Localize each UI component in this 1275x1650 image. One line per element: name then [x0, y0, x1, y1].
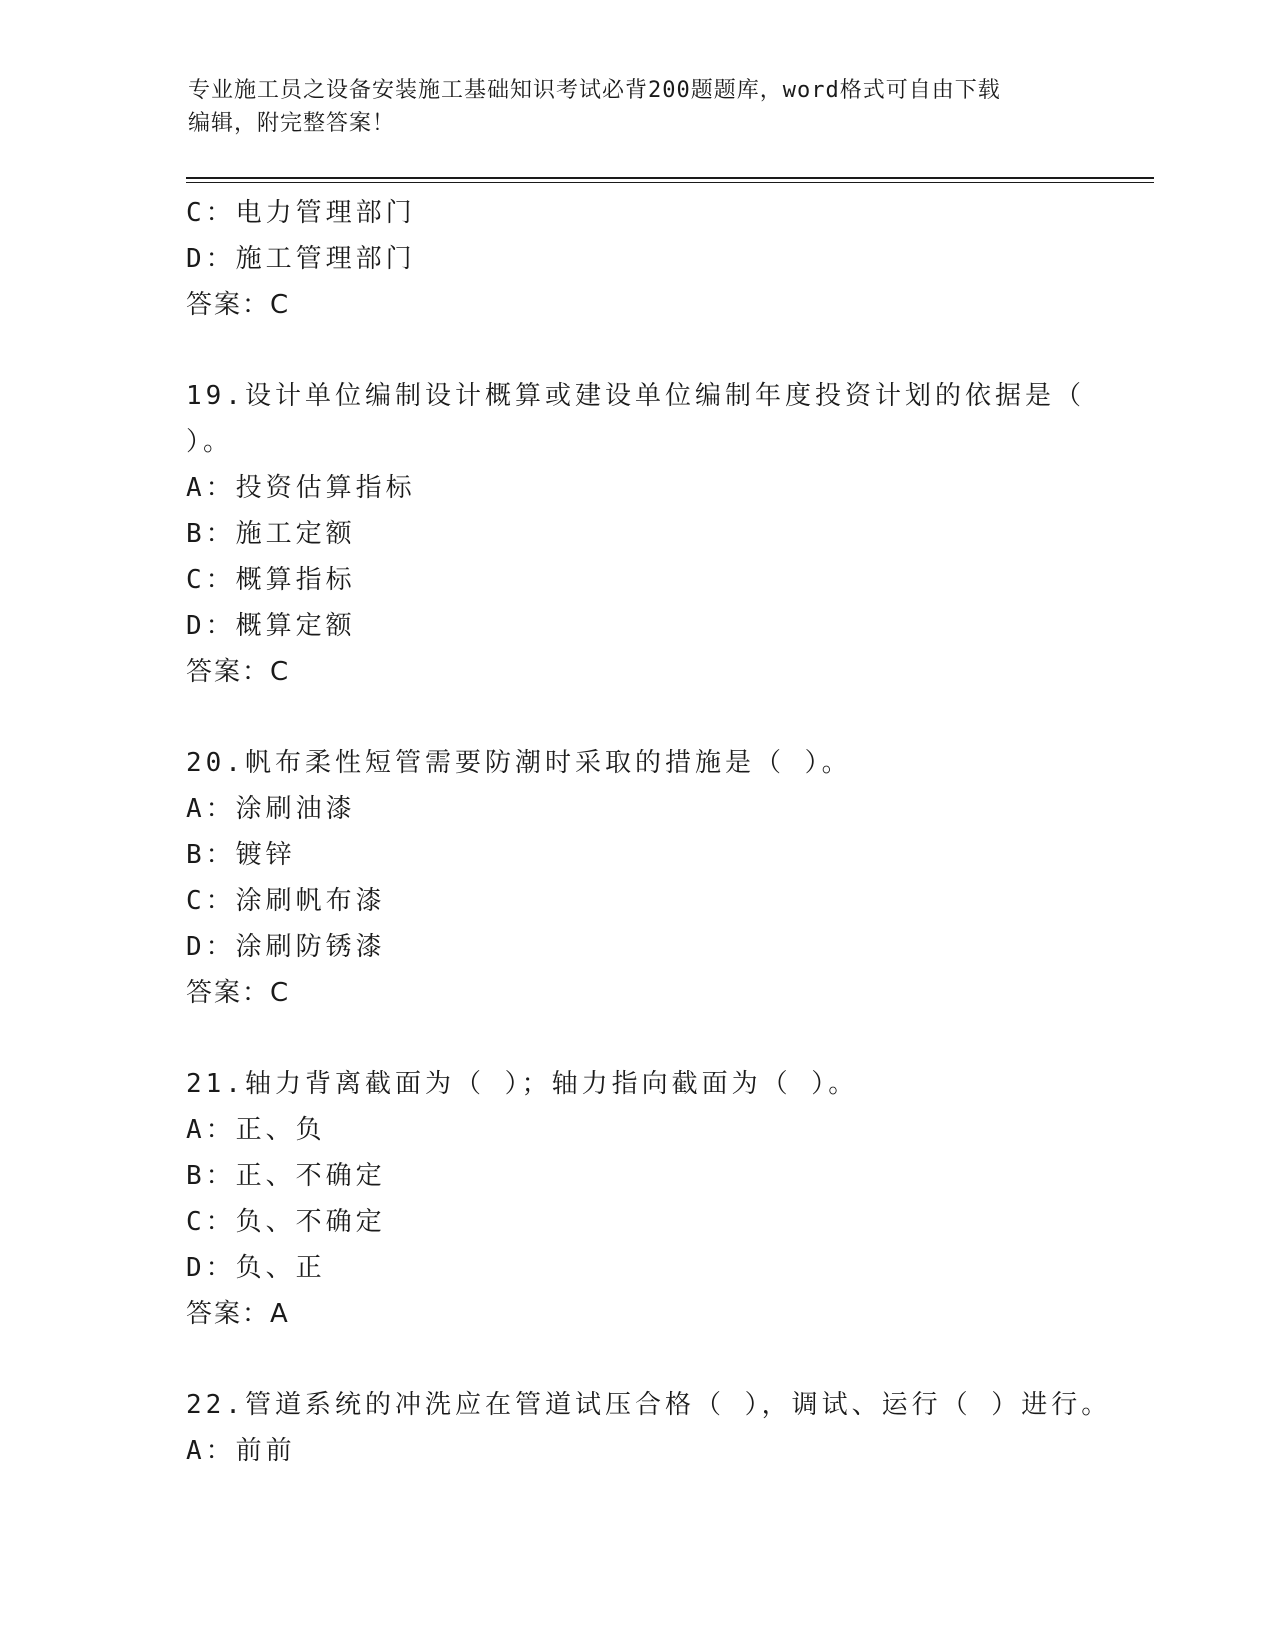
option-d: D：概算定额: [186, 611, 356, 641]
answer-line: 答案：C: [186, 978, 291, 1008]
header-line-1: 专业施工员之设备安装施工基础知识考试必背200题题库，word格式可自由下载: [188, 78, 1001, 103]
spacer: [186, 695, 1106, 740]
option-b: B：镀锌: [186, 840, 296, 870]
option-c: C：涂刷帆布漆: [186, 886, 386, 916]
question-stem: 20.帆布柔性短管需要防潮时采取的措施是（ ）。: [186, 748, 852, 778]
option-a: A：涂刷油漆: [186, 794, 356, 824]
option-c: C：概算指标: [186, 565, 356, 595]
answer-line: 答案：C: [186, 657, 291, 687]
question-21-block: [186, 1061, 1106, 1337]
option-d: D：涂刷防锈漆: [186, 932, 386, 962]
question-20-block: [186, 740, 1106, 1016]
question-stem-continued: ）。: [186, 427, 234, 457]
question-stem: 19.设计单位编制设计概算或建设单位编制年度投资计划的依据是（: [186, 381, 1085, 411]
option-d: D：负、正: [186, 1253, 326, 1283]
option-a: A：前前: [186, 1436, 296, 1466]
header-divider-thin: [186, 182, 1154, 183]
option-b: B：施工定额: [186, 519, 356, 549]
option-c: C：电力管理部门: [186, 198, 416, 228]
spacer: [186, 328, 1106, 373]
option-b: B：正、不确定: [186, 1161, 386, 1191]
answer-line: 答案：C: [186, 290, 291, 320]
question-19-block: [186, 373, 1106, 695]
question-stem: 21.轴力背离截面为（ ）；轴力指向截面为（ ）。: [186, 1069, 859, 1099]
header-line-2: 编辑，附完整答案！: [188, 111, 396, 136]
spacer: [186, 1016, 1106, 1061]
question-stem: 22.管道系统的冲洗应在管道试压合格（ ），调试、运行（ ）进行。: [186, 1390, 1112, 1420]
question-18-block: [186, 190, 1106, 328]
question-list: [186, 190, 1112, 1474]
option-a: A：投资估算指标: [186, 473, 416, 503]
option-a: A：正、负: [186, 1115, 326, 1145]
answer-line: 答案：A: [186, 1299, 290, 1329]
spacer: [186, 1337, 1106, 1382]
option-c: C：负、不确定: [186, 1207, 386, 1237]
question-22-block: [186, 1382, 1112, 1474]
header-divider-thick: [186, 177, 1154, 179]
document-header: [188, 74, 1088, 140]
option-d: D：施工管理部门: [186, 244, 416, 274]
